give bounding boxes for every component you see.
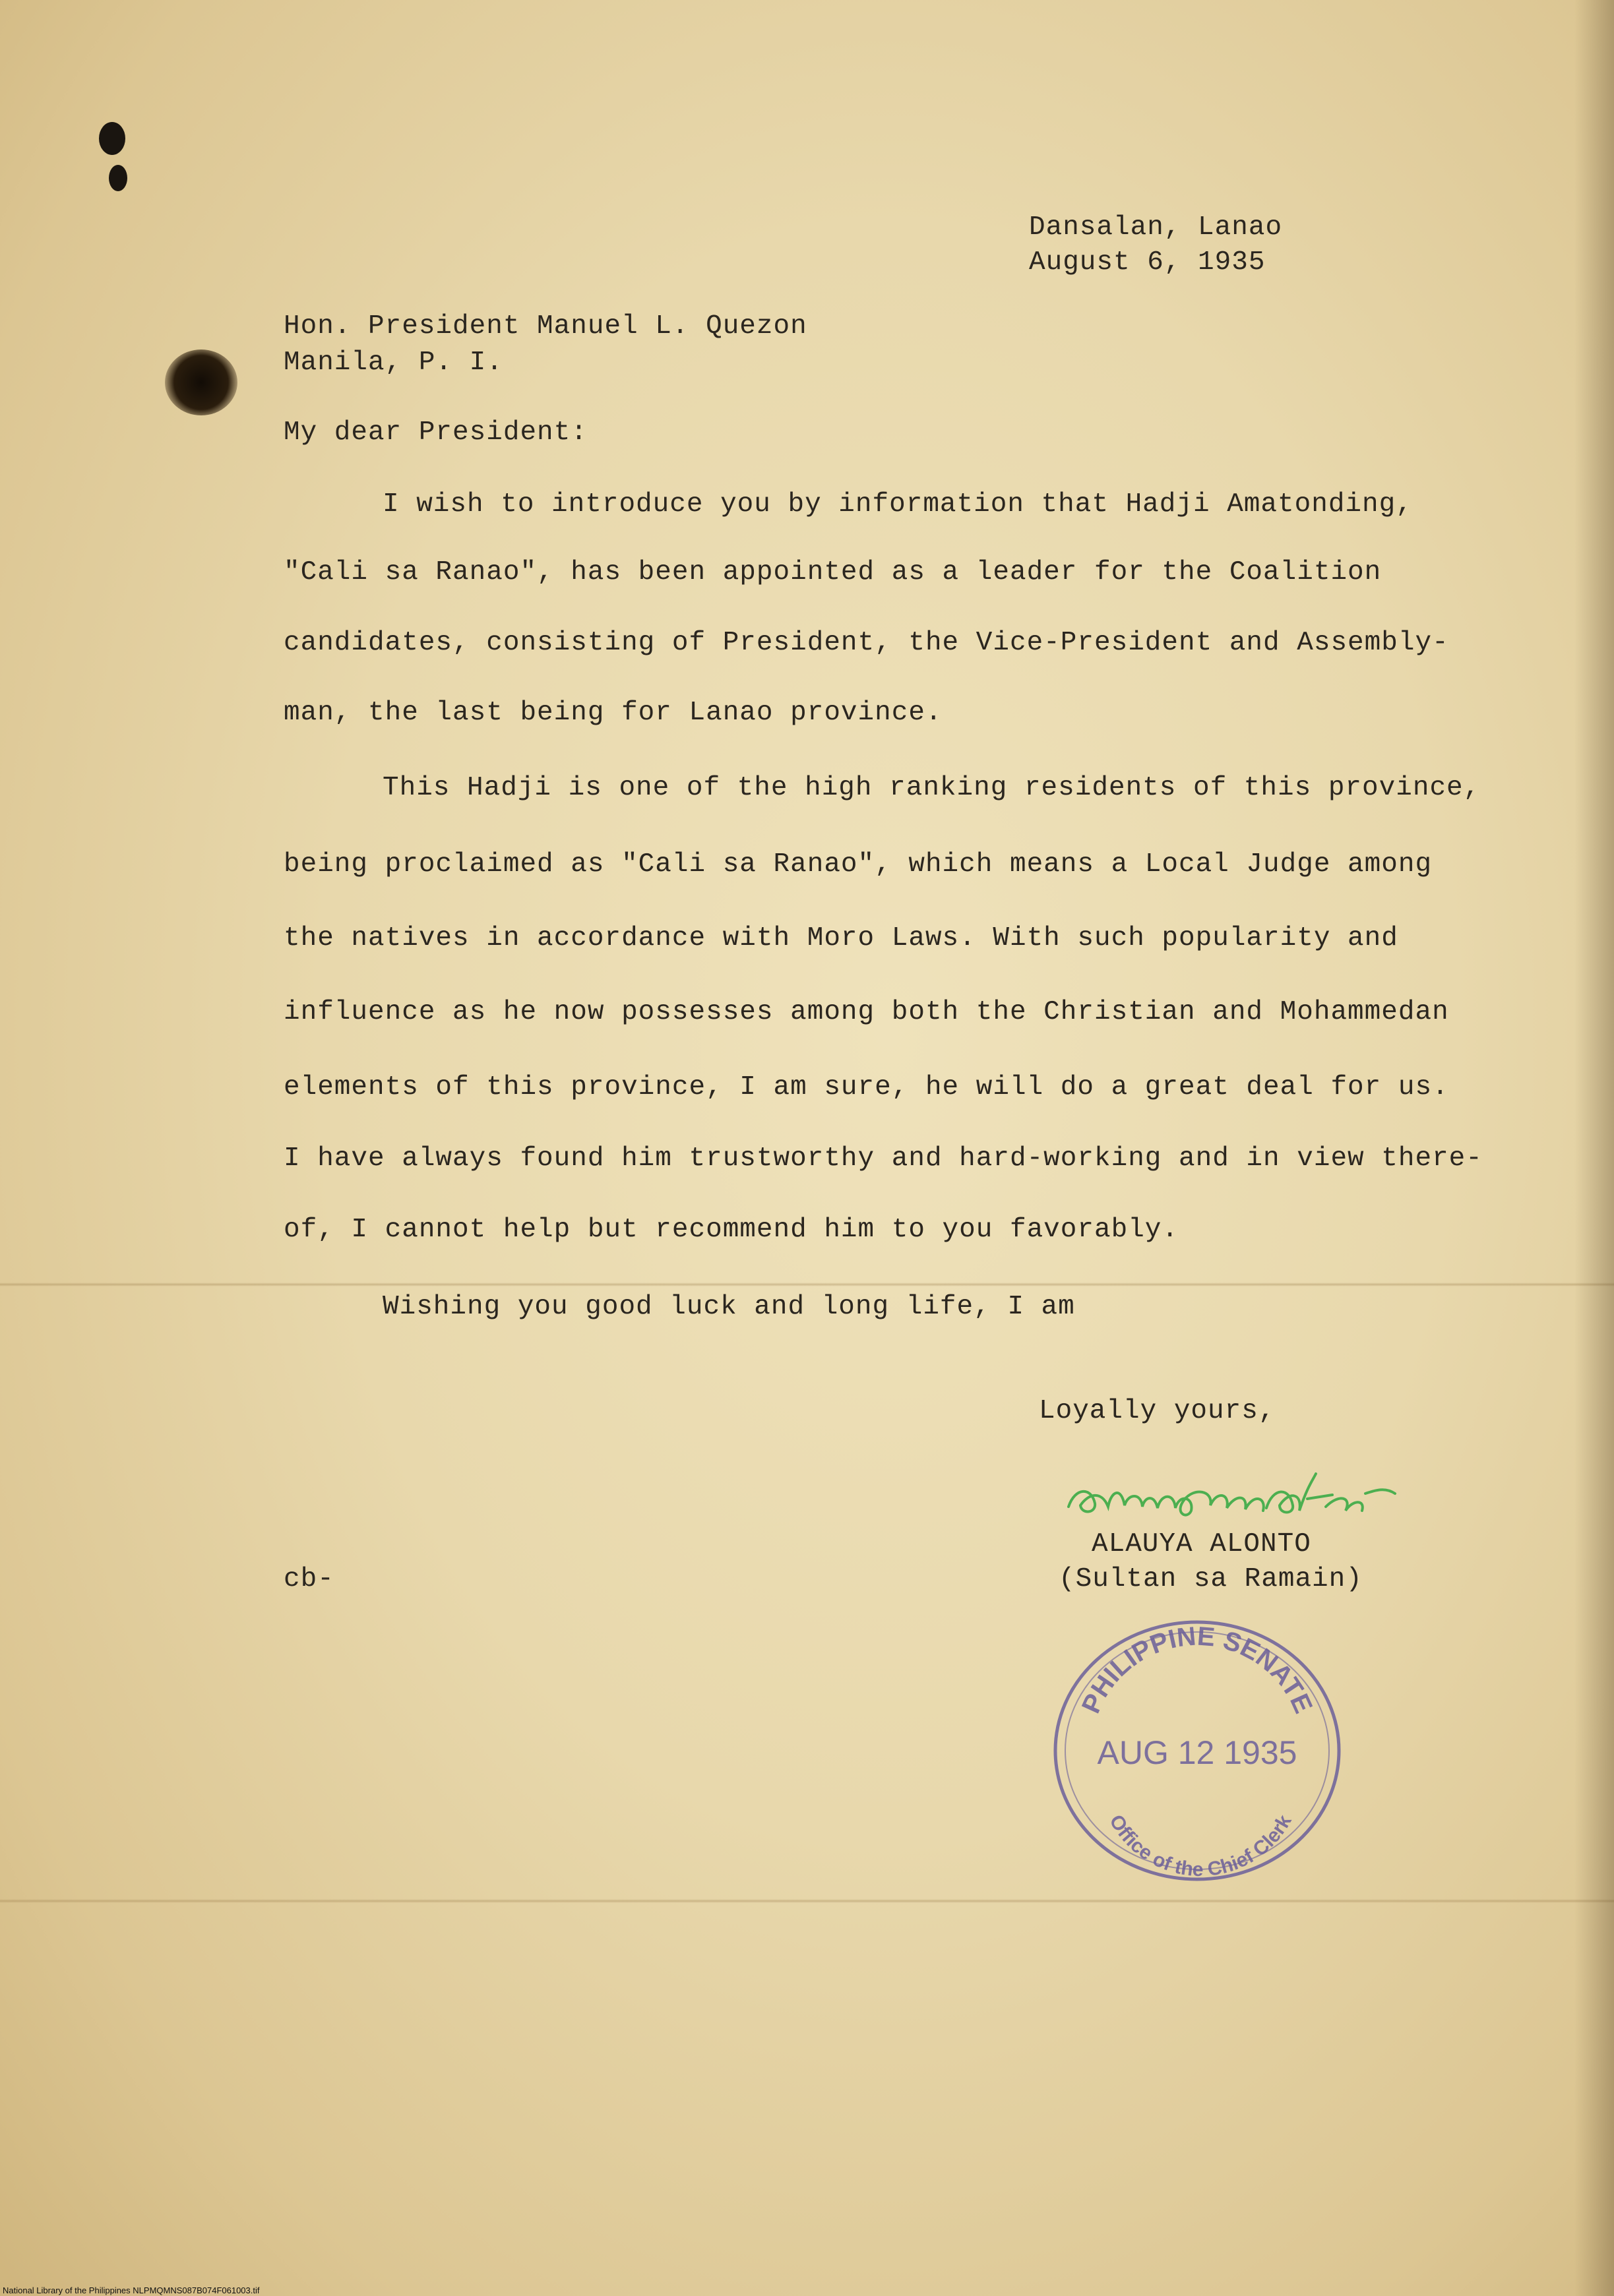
punch-hole [109,165,127,191]
paragraph-line: of, I cannot help but recommend him to you favorably. [284,1215,1179,1245]
paragraph-line: being proclaimed as "Cali sa Ranao", which means a Local Judge among [284,849,1433,880]
closing: Loyally yours, [1039,1396,1276,1426]
paragraph-line: I wish to introduce you by information that Hadji Amatonding, [383,489,1413,520]
paragraph-line: man, the last being for Lanao province. [284,698,943,728]
paragraph-3: Wishing you good luck and long life, I am [383,1292,1075,1322]
stamp-top-text: PHILIPPINE SENATE [1076,1621,1319,1718]
archive-footer: National Library of the Philippines NLPMQMNS087B074F061003.tif [3,2285,260,2295]
signer-name: ALAUYA ALONTO [1092,1529,1311,1559]
paragraph-line: This Hadji is one of the high ranking residents of this province, [383,773,1481,803]
paper-fold [0,1283,1614,1286]
paragraph-line: elements of this province, I am sure, he will do a great deal for us. [284,1072,1449,1103]
recipient-address: Manila, P. I. [284,347,503,378]
typist-initials: cb- [284,1564,334,1594]
paper-edge-shadow [1574,0,1614,2296]
paragraph-line: "Cali sa Ranao", has been appointed as a leader for the Coalition [284,557,1382,588]
stamp-bottom-text: Office of the Chief Clerk [1105,1811,1296,1881]
received-stamp [1045,1609,1349,1892]
signer-title: (Sultan sa Ramain) [1059,1564,1363,1594]
stamp-date: AUG 12 1935 [1097,1734,1297,1771]
recipient-name: Hon. President Manuel L. Quezon [284,311,807,342]
paragraph-line: candidates, consisting of President, the Vice-President and Assembly- [284,628,1449,658]
letter-date: August 6, 1935 [1029,247,1266,278]
salutation: My dear President: [284,417,588,448]
ink-blot [165,349,237,415]
letter-place: Dansalan, Lanao [1029,212,1283,243]
paragraph-line: influence as he now possesses among both the Christian and Mohammedan [284,997,1449,1027]
paragraph-line: I have always found him trustworthy and hard-working and in view there- [284,1143,1483,1174]
paragraph-line: the natives in accordance with Moro Laws. With such popularity and [284,923,1398,953]
paper-fold [0,1899,1614,1903]
punch-hole [99,122,125,155]
handwritten-signature [1062,1467,1438,1526]
